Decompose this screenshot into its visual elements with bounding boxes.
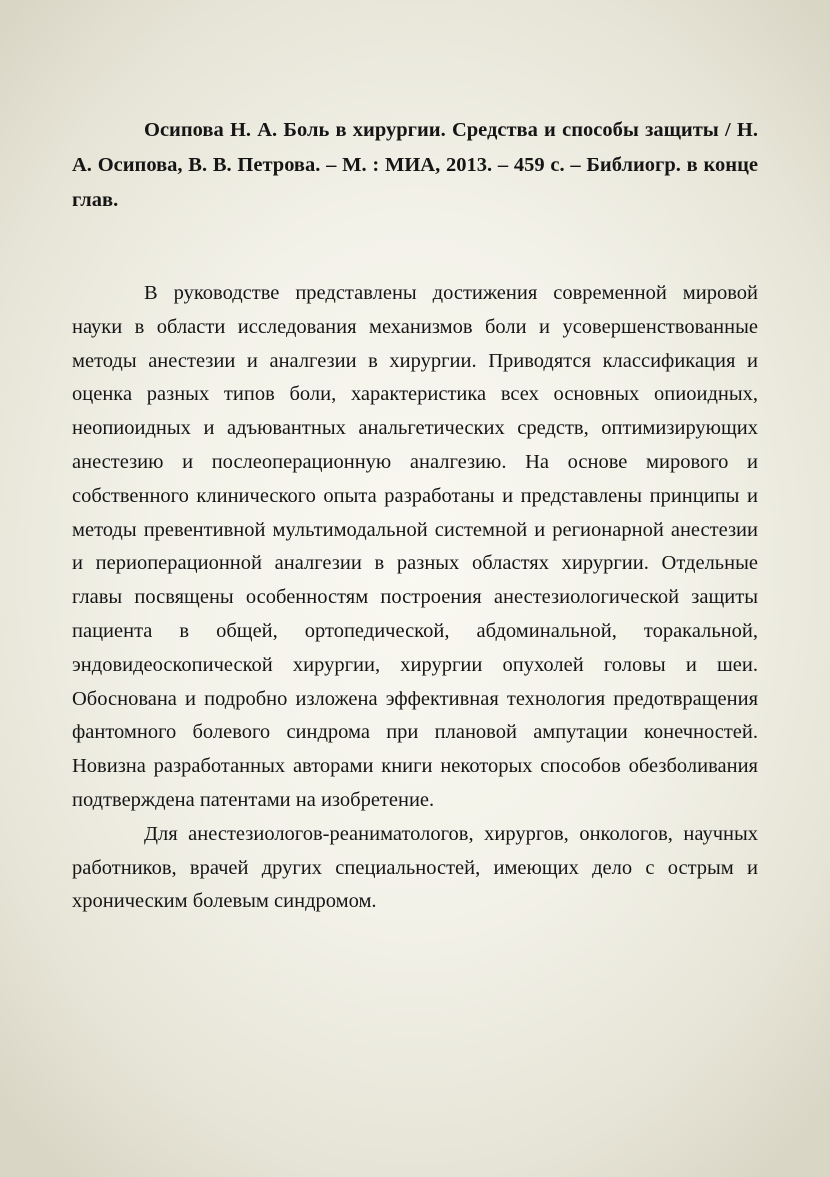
- abstract-paragraph-audience: Для анестезиологов-реаниматологов, хирургов, онкологов, научных работников, врачей других специальностей, имеющих дело с острым и хроническим болевым синдромом.: [72, 822, 758, 913]
- bibliographic-citation: Осипова Н. А. Боль в хирургии. Средства и способы защиты / Н. А. Осипова, В. В. Петрова. – М. : МИА, 2013. – 459 с. – Библиогр. в конце глав.: [72, 119, 758, 211]
- abstract-paragraph-description: В руководстве представлены достижения современной мировой науки в области исследования механизмов боли и усовершенствованные методы анестезии и аналгезии в хирургии. Приводятся классификация и оценка разных типов боли, характеристика всех основных опиоидных, неопиоидных и адъювантных анальгетических средств, оптимизирующих анестезию и послеоперационную аналгезию. На основе мирового и собственного клинического опыта разработаны и представлены принципы и методы превентивной мультимодальной системной и регионарной анестезии и периоперационной аналгезии в разных областях хирургии. Отдельные главы посвящены особенностям построения анестезиологической защиты пациента в общей, ортопедической, абдоминальной, торакальной, эндовидеоскопической хирургии, хирургии опухолей головы и шеи. Обоснована и подробно изложена эффективная технология предотвращения фантомного болевого синдрома при плановой ампутации конечностей. Новизна разработанных авторами книги некоторых способов обезболивания подтверждена патентами на изобретение.: [72, 282, 758, 811]
- book-abstract: [72, 277, 758, 919]
- document-page: [72, 113, 758, 919]
